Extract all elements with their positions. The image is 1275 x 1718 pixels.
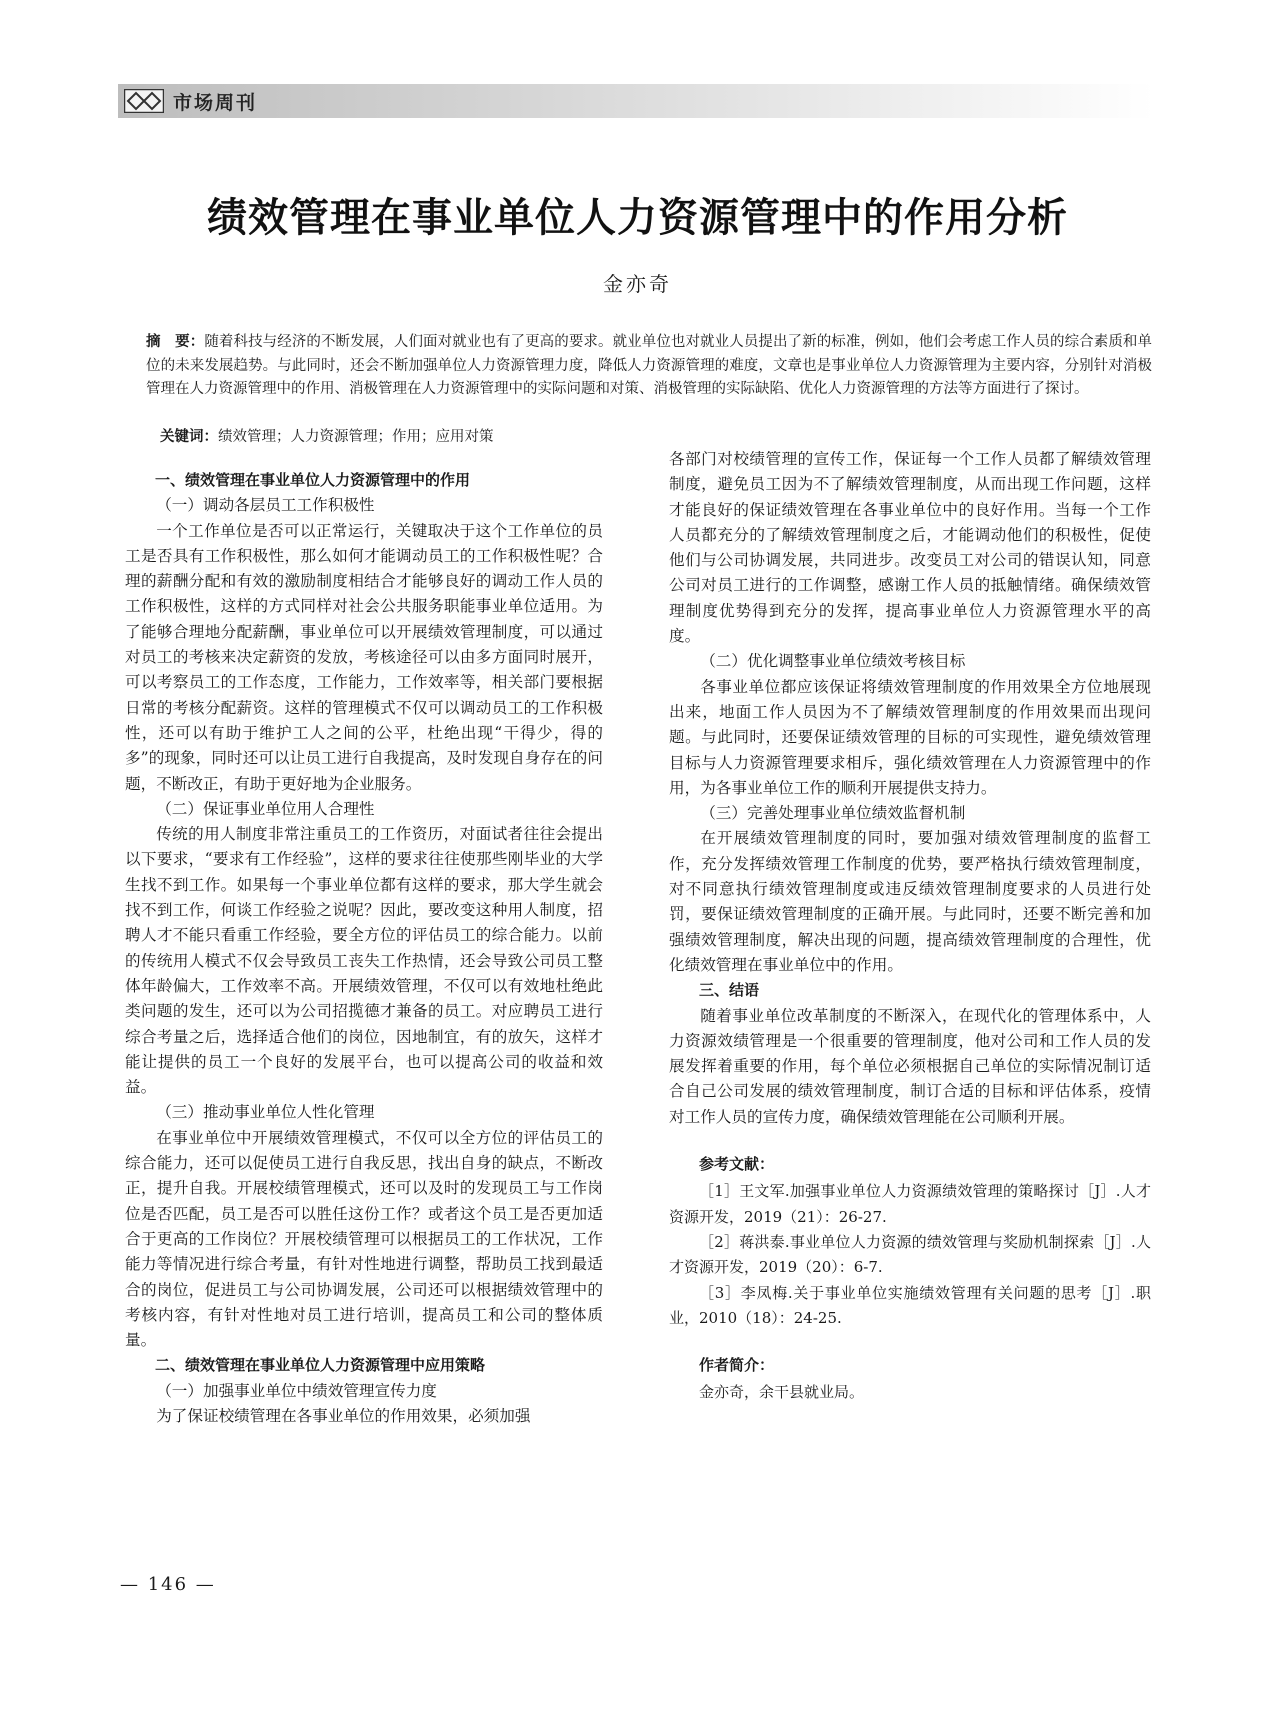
paragraph: 一个工作单位是否可以正常运行，关键取决于这个工作单位的员工是否具有工作积极性，那么如何才能调动员工的工作积极性呢？合理的薪酬分配和有效的激励制度相结合才能够良好的调动工作人员的工作积极性，这样的方式同样对社会公共服务职能事业单位适用。为了能够合理地分配薪酬，事业单位可以开展绩效管理制度，可以通过对员工的考核来决定薪资的发放，考核途径可以由多方面同时展开，可以考察员工的工作态度，工作能力，工作效率等，相关部门要根据日常的考核分配薪资。这样的管理模式不仅可以调动员工的工作积极性，还可以有助于维护工人之间的公平，杜绝出现“干得少，得的多”的现象，同时还可以让员工进行自我提高，及时发现自身存在的问题，不断改正，有助于更好地为企业服务。 bbox=[125, 521, 603, 793]
paragraph: 传统的用人制度非常注重员工的工作资历，对面试者往往会提出以下要求，“要求有工作经验”，这样的要求往往使那些刚毕业的大学生找不到工作。如果每一个事业单位都有这样的要求，那大学生就会找不到工作，何谈工作经验之说呢？因此，要改变这种用人制度，招聘人才不能只看重工作经验，要全方位的评估员工的综合能力。以前的传统用人模式不仅会导致员工丧失工作热情，还会导致公司员工整体年龄偏大，工作效率不高。开展绩效管理，不仅可以有效地杜绝此类问题的发生，还可以为公司招揽德才兼备的员工。对应聘员工进行综合考量之后，选择适合他们的岗位，因地制宜，有的放矢，这样才能让提供的员工一个良好的发展平台，也可以提高公司的收益和效益。 bbox=[125, 825, 603, 1097]
keywords bbox=[160, 426, 1150, 449]
paragraph: 随着事业单位改革制度的不断深入，在现代化的管理体系中，人力资源效绩管理是一个很重要的管理制度，他对公司和工作人员的发展发挥着重要的作用，每个单位必须根据自己单位的实际情况制订适合自己公司发展的绩效管理制度，制订合适的目标和评估体系，疫情对工作人员的宣传力度，确保绩效管理能在公司顺利开展。 bbox=[669, 1006, 1151, 1126]
section-heading: 一、绩效管理在事业单位人力资源管理中的作用 bbox=[155, 471, 471, 489]
references-heading: 参考文献： bbox=[699, 1155, 775, 1174]
abstract-text: 随着科技与经济的不断发展，人们面对就业也有了更高的要求。就业单位也对就业人员提出了新的标准，例如，他们会考虑工作人员的综合素质和单位的未来发展趋势。与此同时，还会不断加强单位人力资源管理力度，降低人力资源管理的难度，文章也是事业单位人力资源管理为主要内容，分别针对消极管理在人力资源管理中的作用、消极管理在人力资源管理中的实际问题和对策、消极管理的实际缺陷、优化人力资源管理的方法等方面进行了探讨。 bbox=[146, 334, 1152, 397]
paragraph: 在开展绩效管理制度的同时，要加强对绩效管理制度的监督工作，充分发挥绩效管理工作制度的优势，要严格执行绩效管理制度，对不同意执行绩效管理制度或违反绩效管理制度要求的人员进行处罚，要保证绩效管理制度的正确开展。与此同时，还要不断完善和加强绩效管理制度，解决出现的问题，提高绩效管理制度的合理性，优化绩效管理在事业单位中的作用。 bbox=[669, 829, 1151, 974]
subsection-heading: （三）推动事业单位人性化管理 bbox=[156, 1103, 375, 1122]
journal-header-bar bbox=[118, 84, 1154, 118]
subsection-heading: （一）调动各层员工工作积极性 bbox=[156, 496, 375, 515]
abstract bbox=[146, 331, 1152, 402]
author-bio-text: 金亦奇，余干县就业局。 bbox=[699, 1383, 865, 1402]
subsection-heading: （二）保证事业单位用人合理性 bbox=[156, 799, 375, 818]
page-number: — 146 — bbox=[120, 1574, 216, 1595]
reference-item: ［3］李凤梅.关于事业单位实施绩效管理有关问题的思考［J］.职业，2010（18）：24-25. bbox=[669, 1283, 1151, 1327]
journal-logo-icon bbox=[124, 89, 164, 113]
article-title: 绩效管理在事业单位人力资源管理中的作用分析 bbox=[207, 195, 1068, 241]
subsection-heading: （一）加强事业单位中绩效管理宣传力度 bbox=[156, 1381, 437, 1400]
paragraph: 为了保证校绩管理在各事业单位的作用效果，必须加强 bbox=[156, 1406, 531, 1425]
left-column bbox=[125, 468, 603, 1429]
author-bio-heading: 作者简介： bbox=[699, 1356, 775, 1375]
paragraph: 各事业单位都应该保证将绩效管理制度的作用效果全方位地展现出来，地面工作人员因为不了解绩效管理制度的作用效果而出现问题。与此同时，还要保证绩效管理的目标的可实现性，避免绩效管理目标与人力资源管理要求相斥，强化绩效管理在人力资源管理中的作用，为各事业单位工作的顺利开展提供支持力。 bbox=[669, 677, 1151, 797]
article-author: 金亦奇 bbox=[603, 272, 672, 296]
keywords-label: 关键词： bbox=[160, 429, 218, 445]
journal-name: 市场周刊 bbox=[173, 92, 258, 114]
right-column bbox=[669, 447, 1151, 1406]
reference-item: ［1］王文军.加强事业单位人力资源绩效管理的策略探讨［J］.人才资源开发，2019（21）：26-27. bbox=[669, 1182, 1151, 1226]
subsection-heading: （三）完善处理事业单位绩效监督机制 bbox=[700, 804, 966, 823]
section-heading: 二、绩效管理在事业单位人力资源管理中应用策略 bbox=[155, 1356, 486, 1375]
keywords-text: 绩效管理；人力资源管理；作用；应用对策 bbox=[218, 429, 494, 445]
paragraph-continued: 各部门对校绩管理的宣传工作，保证每一个工作人员都了解绩效管理制度，避免员工因为不了解绩效管理制度，从而出现工作问题，这样才能良好的保证绩效管理在各事业单位中的良好作用。当每一个工作人员都充分的了解绩效管理制度之后，才能调动他们的积极性，促使他们与公司协调发展，共同进步。改变员工对公司的错误认知，同意公司对员工进行的工作调整，感谢工作人员的抵触情绪。确保绩效管理制度优势得到充分的发挥，提高事业单位人力资源管理水平的高度。 bbox=[669, 450, 1151, 646]
paragraph: 在事业单位中开展绩效管理模式，不仅可以全方位的评估员工的综合能力，还可以促使员工进行自我反思，找出自身的缺点，不断改正，提升自我。开展校绩管理模式，还可以及时的发现员工与工作岗位是否匹配，员工是否可以胜任这份工作？或者这个员工是否更加适合于更高的工作岗位？开展校绩管理可以根据员工的工作状况，工作能力等情况进行综合考量，有针对性地进行调整，帮助员工找到最适合的岗位，促进员工与公司协调发展，公司还可以根据绩效管理中的考核内容，有针对性地对员工进行培训，提高员工和公司的整体质量。 bbox=[125, 1128, 603, 1350]
abstract-label: 摘 要： bbox=[146, 334, 205, 350]
section-heading: 三、结语 bbox=[699, 981, 760, 1000]
reference-item: ［2］蒋洪泰.事业单位人力资源的绩效管理与奖励机制探索［J］.人才资源开发，2019（20）：6-7. bbox=[669, 1232, 1151, 1277]
subsection-heading: （二）优化调整事业单位绩效考核目标 bbox=[700, 652, 966, 671]
